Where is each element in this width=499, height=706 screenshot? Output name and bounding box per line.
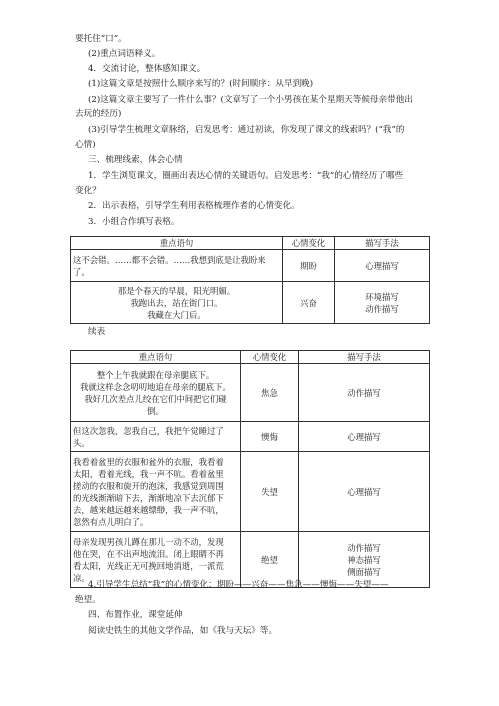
text-line: 1．学生浏览课文，圈画出表达心情的关键语句。启发思考：“我”的心情经历了哪些 [88,171,404,181]
header-mood: 心情变化 [241,351,299,364]
mood-cell: 绝望 [241,532,299,588]
header-mood: 心情变化 [283,237,335,250]
header-sentence: 重点语句 [71,237,283,250]
method-cell: 心理描写 [299,452,430,532]
mood-table-1 [70,236,430,324]
table-row [71,422,430,452]
text-line: 4.引导学生总结“我”的心情变化：期盼——兴奋——焦急——懊悔——失望—— [88,580,389,590]
text-line: 4．交流讨论，整体感知课文。 [88,64,206,74]
header-method: 描写手法 [299,351,430,364]
section-heading: 三、梳理线索，体会心情 [88,155,183,165]
table-row [71,364,430,422]
mood-cell: 失望 [241,452,299,532]
text-line: 阅读史铁生的其他文学作品，如《我与天坛》等。 [88,626,278,636]
text-line: (1)这篇文章是按照什么顺序来写的？(时间顺序：从早到晚) [88,79,314,89]
text-line: 要托住“口”。 [75,34,127,44]
mood-table-2 [70,350,430,588]
text-line: (2)这篇文章主要写了一件什么事？(文章写了一个小男孩在某个星期天等候母亲带他出 [88,95,413,105]
table-header-row [71,237,430,250]
table-row [71,282,430,324]
table-row [71,250,430,282]
sentence-cell: 我看着盆里的衣服和盆外的衣服，我看着 太阳，看着光线，我一声不吭。看着盆里 搓动的衣服和旋开的泡沫，我感觉到周围 的光线渐渐暗下去，渐渐地凉下去沉郁下 去，越来越远越来越缥缈，我一声不吭， 忽然有点儿明白了。 [71,452,241,532]
sentence-cell: 那是个春天的早晨，阳光明媚。 我跑出去，站在街门口。 我藏在大门后。 [71,282,283,324]
method-cell: 动作描写 神态描写 侧面描写 [299,532,430,588]
table-header-row [71,351,430,364]
header-method: 描写手法 [335,237,430,250]
table-row [71,452,430,532]
text-line: 心情) [75,140,96,150]
mood-cell: 焦急 [241,364,299,422]
sentence-cell: 整个上午我就跟在母亲腿底下。 我就这样念念叨叨地追在母亲的腿底下。 我好几次差点儿绞在它们中间把它们碰 倒。 [71,364,241,422]
continued-label: 续表 [88,327,106,337]
method-cell: 动作描写 [299,364,430,422]
method-cell: 环境描写 动作描写 [335,282,430,324]
text-line: 3．小组合作填写表格。 [88,217,180,227]
text-line: 去玩的经历) [75,109,122,119]
method-cell: 心理描写 [335,250,430,282]
text-line: 2．出示表格，引导学生利用表格梳理作者的心情变化。 [88,201,300,211]
mood-cell: 期盼 [283,250,335,282]
header-sentence: 重点语句 [71,351,241,364]
sentence-cell: 母亲发现男孩儿蹲在那儿一动不动，发现 他在哭，在不出声地流泪。闭上眼睛不再 看太阳，光线正无可挽回地消逝，一派荒 凉。 [71,532,241,588]
method-cell: 心理描写 [299,422,430,452]
section-heading: 四、布置作业，课堂延伸 [88,610,183,620]
mood-cell: 懊悔 [241,422,299,452]
text-line: (3)引导学生梳理文章脉络，启发思考：通过初读，你发现了课文的线索吗？(“我”的 [88,125,405,135]
text-line: 变化？ [75,186,101,196]
text-line: 绝望。 [75,595,101,605]
text-line: (2)重点词语释义。 [88,49,161,59]
sentence-cell: 但这次忽我，忽我自己，我把午觉睡过了 头。 [71,422,241,452]
sentence-cell: 这不会错。……都不会错。……我想到底是让我盼来 了。 [71,250,283,282]
mood-cell: 兴奋 [283,282,335,324]
